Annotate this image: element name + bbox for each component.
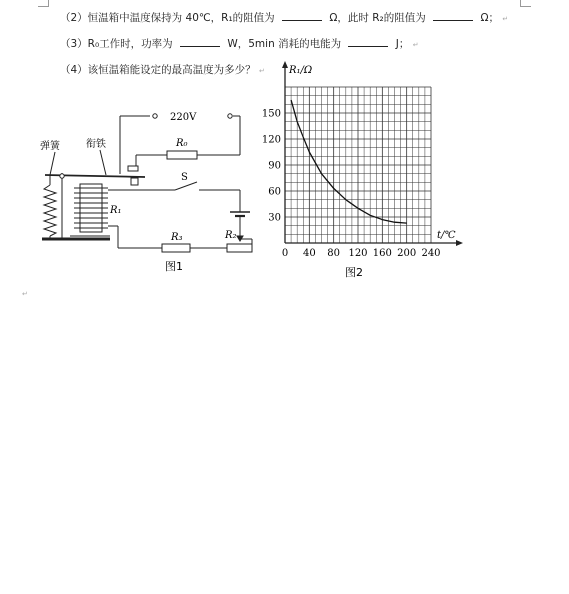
y-tick-label: 60: [268, 186, 281, 198]
contact: [131, 178, 138, 185]
x-axis-arrow: [456, 240, 463, 246]
label-armature: 衔铁: [86, 139, 106, 150]
x-tick-label: 0: [281, 248, 289, 259]
label-spring: 弹簧: [40, 141, 60, 152]
paragraph-mark: ↵: [259, 67, 265, 75]
y-tick-label: 90: [268, 160, 281, 172]
leader-line-spring: [50, 152, 55, 175]
y-axis-arrow: [282, 61, 288, 68]
label-switch: S: [181, 172, 188, 183]
spring: [44, 185, 56, 236]
label-r0: R₀: [176, 138, 188, 149]
x-axis-label: t/℃: [437, 230, 456, 241]
pivot: [60, 174, 64, 178]
x-tick-label: 120: [348, 248, 368, 259]
y-tick-label: 30: [268, 212, 281, 224]
leader-line-armature: [100, 150, 106, 175]
figure-2-chart: [262, 61, 463, 259]
switch-s: [175, 182, 197, 190]
paragraph-mark: ↵: [412, 41, 419, 49]
y-axis-label: R₁/Ω: [289, 65, 313, 76]
series-line: [291, 100, 407, 223]
figure-1-caption: 图1: [165, 260, 183, 273]
label-r3: R₃: [171, 232, 183, 243]
x-tick-label: 40: [302, 248, 316, 259]
question-4-text: （4）该恒温箱能设定的最高温度为多少？: [60, 64, 256, 76]
paragraph-mark: ↵: [22, 290, 28, 298]
paragraph-mark: ↵: [502, 15, 509, 23]
resistor-r0: [167, 151, 197, 159]
question-3-unit1: W，5min 消耗的电能为: [227, 38, 342, 50]
question-3-prefix: （3）R₀工作时，功率为: [60, 38, 173, 50]
y-tick-label: 150: [261, 108, 281, 120]
x-tick-label: 200: [397, 248, 417, 259]
x-tick-label: 160: [372, 248, 392, 259]
terminal: [228, 114, 232, 118]
resistor-r2: [227, 244, 252, 252]
question-2-prefix: （2）恒温箱中温度保持为 40℃，R₁的阻值为: [60, 12, 275, 24]
label-r1: R₁: [110, 205, 122, 216]
terminal: [153, 114, 157, 118]
question-3-unit2: J；: [395, 38, 410, 50]
x-tick-label: 240: [421, 248, 441, 259]
question-2-unit2: Ω；: [480, 12, 499, 24]
x-tick-label: 80: [327, 248, 341, 259]
resistor-r3: [162, 244, 190, 252]
contact: [128, 166, 138, 171]
figure-2-caption: 图2: [345, 266, 363, 279]
label-r2: R₂: [225, 230, 237, 241]
question-2-unit1: Ω，此时 R₂的阻值为: [329, 12, 426, 24]
y-tick-label: 120: [261, 134, 281, 146]
label-voltage: 220V: [170, 112, 197, 123]
